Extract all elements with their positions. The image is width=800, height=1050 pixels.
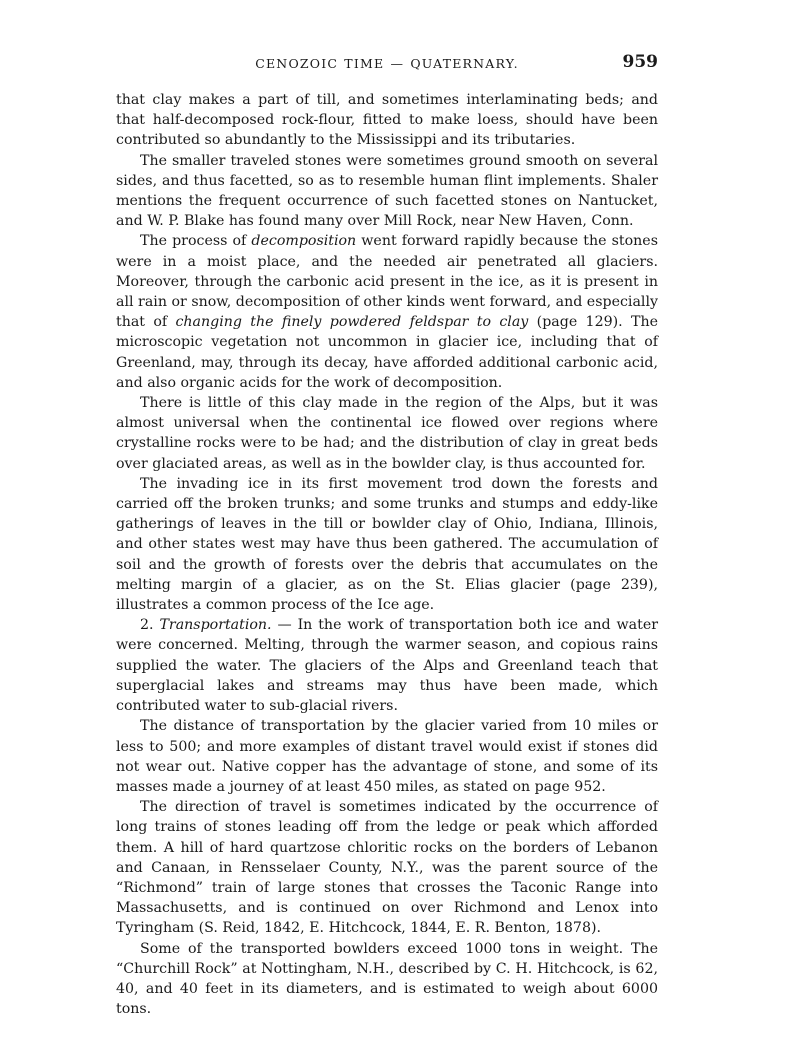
running-head: CENOZOIC TIME — QUATERNARY. bbox=[255, 56, 519, 71]
italic-text: changing the finely powdered feldspar to clay bbox=[175, 314, 529, 331]
text-run: went forward rapidly because the stones were in a moist place, and the needed air penetrated all glaciers. Moreover, through the carbonic acid present in the ice, as it is present in all rain or snow, decomposition of other kinds went forward, and especially that of bbox=[116, 233, 658, 331]
paragraph bbox=[116, 615, 658, 716]
text-run: — In the work of transportation both ice and water were concerned. Melting, through the warmer season, and copious rains supplied the water. The glaciers of the Alps and Greenland teach that superglacial lakes and streams may thus have been made, which contributed water to sub-glacial rivers. bbox=[116, 617, 659, 715]
text-run: 2. bbox=[140, 617, 160, 634]
paragraph bbox=[116, 474, 658, 615]
text-run: The process of bbox=[140, 233, 252, 250]
body-text bbox=[116, 90, 658, 1019]
paragraph bbox=[116, 90, 658, 151]
paragraph bbox=[116, 393, 658, 474]
text-run: Some of the transported bowlders exceed 1000 tons in weight. The “Churchill Rock” at Nottingham, N.H., described by C. H. Hitchcock, is 62, 40, and 40 feet in its diameters, and is estimated to weigh about 6000 tons. bbox=[116, 940, 658, 1018]
text-run: The smaller traveled stones were sometimes ground smooth on several sides, and thus facetted, so as to resemble human flint implements. Shaler mentions the frequent occurrence of such facetted stones on Nantucket, and W. P. Blake has found many over Mill Rock, near New Haven, Conn. bbox=[116, 152, 658, 230]
page-header bbox=[116, 52, 658, 78]
text-run: (page 129). The microscopic vegetation not uncommon in glacier ice, including that of Greenland, may, through its decay, have afforded additional carbonic acid, and also organic acids for the work of decomposition. bbox=[116, 314, 658, 391]
text-run: The distance of transportation by the glacier varied from 10 miles or less to 500; and more examples of distant travel would exist if stones did not wear out. Native copper has the advantage of stone, and some of its masses made a journey of at least 450 miles, as stated on page 952. bbox=[116, 718, 658, 795]
text-run: The direction of travel is sometimes indicated by the occurrence of long trains of stones leading off from the ledge or peak which afforded them. A hill of hard quartzose chloritic rocks on the borders of Lebanon and Canaan, in Rensselaer County, N.Y., was the parent source of the “Richmond” train of large stones that crosses the Taconic Range into Massachusetts, and is continued on over Richmond and Lenox into Tyringham (S. Reid, 1842, E. Hitchcock, 1844, E. R. Benton, 1878). bbox=[116, 799, 658, 937]
italic-text: Transportation. bbox=[159, 617, 272, 634]
page-number: 959 bbox=[622, 52, 658, 72]
italic-text: decomposition bbox=[251, 233, 357, 250]
text-run: There is little of this clay made in the region of the Alps, but it was almost universal when the continental ice flowed over regions where crystalline rocks were to be had; and the distribution of clay in great beds over glaciated areas, as well as in the bowlder clay, is thus accounted for. bbox=[116, 395, 658, 472]
paragraph bbox=[116, 716, 658, 797]
paragraph bbox=[116, 939, 658, 1020]
text-run: that clay makes a part of till, and sometimes interlaminating beds; and that half-decomposed rock-flour, fitted to make loess, should have been contributed so abundantly to the Mississippi and its tributaries. bbox=[116, 92, 658, 149]
text-run: The invading ice in its first movement trod down the forests and carried off the broken trunks; and some trunks and stumps and eddy-like gatherings of leaves in the till or bowlder clay of Ohio, Indiana, Illinois, and other states west may have thus been gathered. The accumulation of soil and the growth of forests over the debris that accumulates on the melting margin of a glacier, as on the St. Elias glacier (page 239), illustrates a common process of the Ice age. bbox=[116, 475, 658, 614]
paragraph bbox=[116, 151, 658, 232]
paragraph bbox=[116, 231, 658, 393]
book-page bbox=[116, 52, 658, 1019]
paragraph bbox=[116, 797, 658, 938]
